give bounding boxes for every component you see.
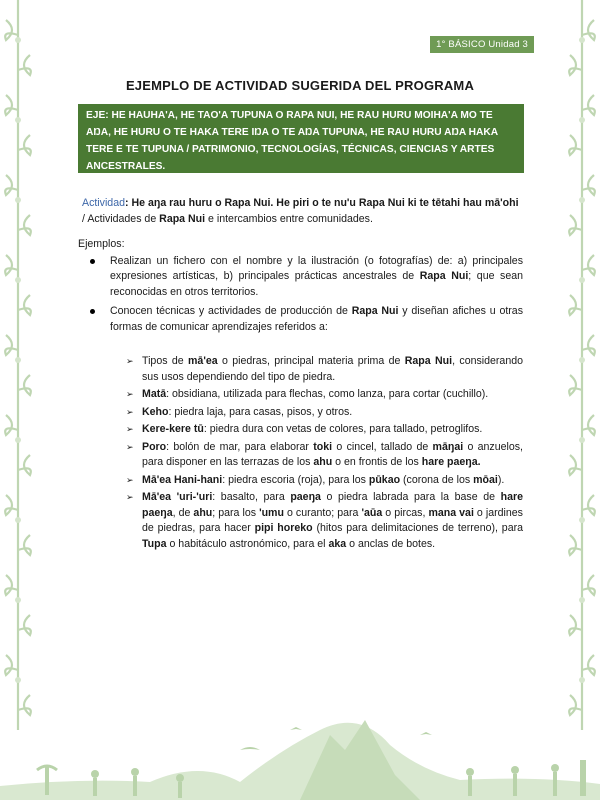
eje-banner: EJE: HE HAUHA'A, HE TAO'A TUPUNA O RAPA NUI, HE RAU HURU MOIHA'A MO TE AŊA, HE HURU O TE HAKA TERE IŊA O TE AŊA TUPUNA, HE RAU HURU AŊA HAKA TERE E TE TUPUNA / PATRIMONIO, TECNOLOGÍAS, TÉCNICAS, CIENCIAS Y ARTES ANCESTRALES. xyxy=(78,104,524,173)
activity-text: Actividades de xyxy=(87,213,160,225)
page-title: EJEMPLO DE ACTIVIDAD SUGERIDA DEL PROGRAMA xyxy=(125,78,475,93)
activity-label: Actividad xyxy=(82,197,125,209)
list-item: ➢ Tipos de mā'ea o piedras, principal materia prima de Rapa Nui, considerando sus usos dependiendo del tipo de piedra. xyxy=(142,354,523,385)
list-item: ➢ Keho: piedra laja, para casas, pisos, y otros. xyxy=(142,405,523,421)
activity-colon: : xyxy=(125,197,132,209)
list-item: ➢ Matā: obsidiana, utilizada para flechas, como lanza, para cortar (cuchillo). xyxy=(142,387,523,403)
list-item: Realizan un fichero con el nombre y la ilustración (o fotografías) de: a) principales expresiones artísticas, b) principales prácticas ancestrales de Rapa Nui; que sean reconocidas en otros territorios. xyxy=(110,254,523,301)
list-item: ➢ Mā'ea 'uri-'uri: basalto, para paeŋa o piedra labrada para la base de hare paeŋa, de ahu; para los 'umu o curanto; para 'aūa o pircas, mana vai o jardines de piedras, para hacer pipi horeko (hitos para delimitaciones de terreno), para Tupa o habitáculo astronómico, para el aka o anclas de botes. xyxy=(142,490,523,552)
right-ornamental-border xyxy=(564,0,600,730)
examples-section xyxy=(78,237,523,556)
list-item: ➢ Mā'ea Hani-hani: piedra escoria (roja), para los pūkao (corona de los mōai). xyxy=(142,473,523,489)
list-item: ➢ Poro: bolón de mar, para elaborar toki o cincel, tallado de māŋai o anzuelos, para disponer en las terrazas de los ahu o en frontis de los hare paeŋa. xyxy=(142,440,523,471)
activity-keyword: Rapa Nui xyxy=(159,213,206,225)
list-item: Conocen técnicas y actividades de producción de Rapa Nui y diseñan afiches u otras formas de comunicar aprendizajes referidos a: ➢ Tipos de mā'ea o piedras, principal materia prima de Rapa Nui, considerando sus usos dependiendo del tipo de piedra. ➢ Matā: obsidiana, utilizada para flechas, como lanza, para cortar (cuchillo). ➢ Keho: piedra laja, para casas, pisos, y otros. ➢ Kere-kere tū: piedra dura con vetas de colores, para tallado, petroglifos. ➢ Poro: bolón de mar, para elaborar toki o cincel, tallado de māŋai o anzuelos, para disponer en las terrazas de los ahu o en frontis de los hare paeŋa. ➢ Mā'ea Hani-hani: piedra escoria (roja), para los pūkao (corona de los mōai). ➢ Mā'ea 'uri-'uri: basalto, para paeŋa o piedra labrada para la base de hare paeŋa, de ahu; para los 'umu o curanto; para 'aūa o pircas, mana vai o jardines de piedras, para hacer pipi horeko (hitos para delimitaciones de terreno), para Tupa o habitáculo astronómico, para el aka o anclas de botes. xyxy=(110,304,523,552)
left-ornamental-border xyxy=(0,0,36,730)
stone-types-list xyxy=(110,354,523,552)
activity-title-rapanui: He aŋa rau huru o Rapa Nui. He piri o te nu'u Rapa Nui ki te tētahi hau mā'ohi xyxy=(131,197,519,209)
activity-paragraph xyxy=(82,195,522,227)
bottom-landscape-illustration xyxy=(0,690,600,800)
grade-unit-badge: 1° BÁSICO Unidad 3 xyxy=(430,36,534,53)
examples-label: Ejemplos: xyxy=(78,238,125,250)
activity-separator: / xyxy=(82,213,88,225)
examples-list xyxy=(78,254,523,553)
activity-text: e intercambios entre comunidades. xyxy=(205,213,373,225)
list-item: ➢ Kere-kere tū: piedra dura con vetas de colores, para tallado, petroglifos. xyxy=(142,422,523,438)
